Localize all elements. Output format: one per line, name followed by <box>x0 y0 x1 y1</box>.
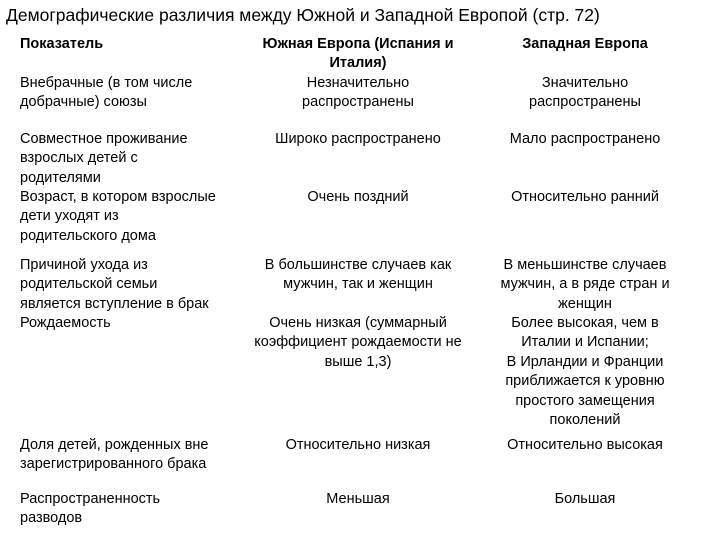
row-south-value: Очень низкая (суммарный коэффициент рождаемости не выше 1,3) <box>254 315 462 370</box>
header-west-europe: Западная Европа <box>522 36 648 52</box>
row-south-value: Незначительно распространены <box>302 75 414 111</box>
row-west-value: Большая <box>554 491 616 507</box>
row-west-value: Более высокая, чем в Италии и Испании; В Ирландии и Франции приближается к уровню простого замещения поколений <box>505 315 665 429</box>
row-south-value: В большинстве случаев как мужчин, так и женщин <box>264 257 452 293</box>
row-west-value: Относительно ранний <box>511 189 659 205</box>
row-indicator: Причиной ухода из родительской семьи является вступление в брак <box>20 257 209 312</box>
row-west-value: Значительно распространены <box>529 75 641 111</box>
row-indicator: Доля детей, рожденных вне зарегистрированного брака <box>20 437 209 473</box>
row-south-value: Меньшая <box>326 491 390 507</box>
row-indicator: Совместное проживание взрослых детей с родителями <box>20 131 188 186</box>
row-south-value: Относительно низкая <box>285 437 431 453</box>
row-west-value: Относительно высокая <box>507 437 663 453</box>
row-indicator: Рождаемость <box>20 315 111 331</box>
row-west-value: Мало распространено <box>509 131 661 147</box>
row-indicator: Возраст, в котором взрослые дети уходят из родительского дома <box>20 189 216 244</box>
row-indicator: Внебрачные (в том числе добрачные) союзы <box>20 75 193 111</box>
header-south-europe: Южная Европа (Испания и Италия) <box>262 36 454 72</box>
row-south-value: Очень поздний <box>307 189 409 205</box>
header-indicator: Показатель <box>20 36 104 52</box>
row-south-value: Широко распространено <box>275 131 441 147</box>
page-title: Демографические различия между Южной и Западной Европой (стр. 72) <box>6 5 600 25</box>
row-indicator: Распространенность разводов <box>20 491 161 527</box>
row-west-value: В меньшинстве случаев мужчин, а в ряде стран и женщин <box>500 257 670 312</box>
